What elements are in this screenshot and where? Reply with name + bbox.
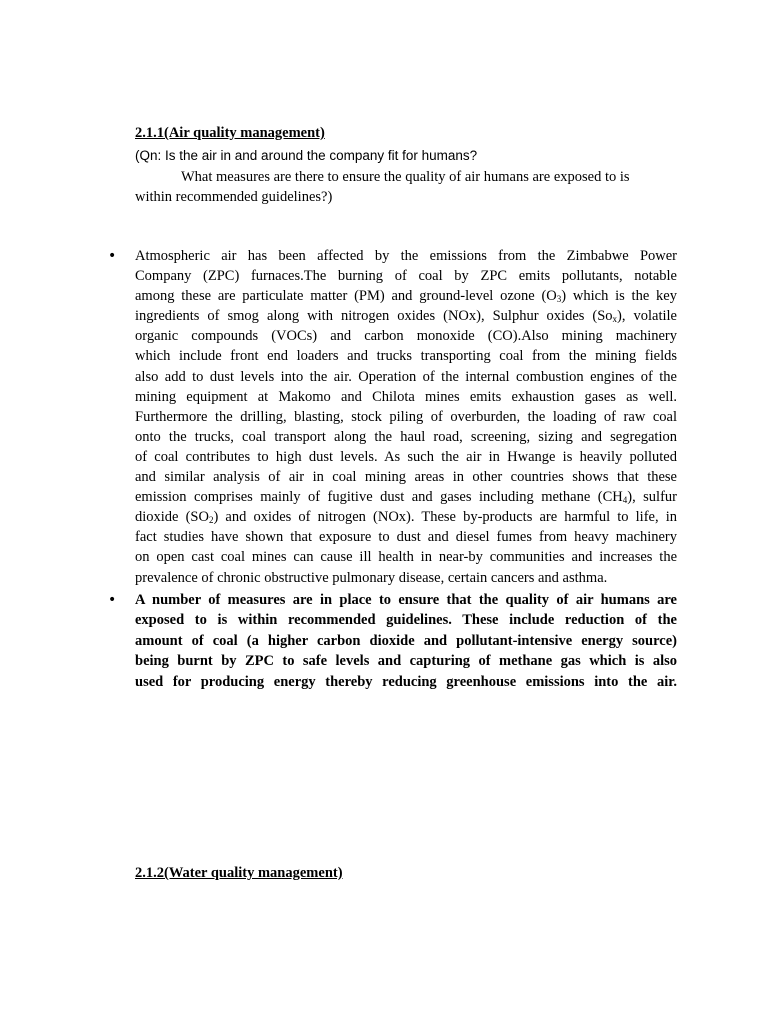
- question-block: [135, 146, 695, 208]
- bullet-paragraph: [135, 246, 677, 588]
- paragraph-text: dioxide (SO: [135, 509, 209, 526]
- paragraph-text: emission comprises mainly of fugitive dust and gases including methane (CH: [135, 489, 623, 506]
- paragraph-line: prevalence of chronic obstructive pulmonary disease, certain cancers and asthma.: [135, 569, 608, 586]
- paragraph-line: mining equipment at Makomo and Chilota mines emits exhaustion gases as well.: [135, 388, 677, 405]
- paragraph-line: [135, 507, 677, 527]
- paragraph-line: Furthermore the drilling, blasting, stock piling of overburden, the loading of raw coal: [135, 408, 677, 425]
- paragraph-text: ) and oxides of nitrogen (NOx). These by-products are harmful to life, in: [213, 509, 677, 526]
- paragraph-line: fact studies have shown that exposure to dust and diesel fumes from heavy machinery: [135, 529, 677, 546]
- subscript: x: [612, 314, 618, 325]
- question-line-3: within recommended guidelines?): [135, 189, 333, 205]
- question-line-2: What measures are there to ensure the quality of air humans are exposed to is: [181, 168, 630, 185]
- bullet-icon: •: [108, 592, 117, 608]
- question-line-1: (Qn: Is the air in and around the company fit for humans?: [135, 148, 478, 163]
- section-heading-air-quality: 2.1.1(Air quality management): [135, 125, 325, 141]
- paragraph-line: A number of measures are in place to ensure that the quality of air humans are: [135, 592, 677, 608]
- paragraph-line: being burnt by ZPC to safe levels and capturing of methane gas which is also: [135, 653, 677, 670]
- paragraph-line: amount of coal (a higher carbon dioxide and pollutant-intensive energy source): [135, 632, 677, 649]
- paragraph-line: used for producing energy thereby reducing greenhouse emissions into the air.: [135, 673, 677, 690]
- paragraph-line: of coal contributes to high dust levels. As such the air in Hwange is heavily polluted: [135, 448, 677, 465]
- subscript: 2: [208, 515, 214, 526]
- paragraph-line: on open cast coal mines can cause ill health in near-by communities and increases the: [135, 549, 677, 566]
- bullet-item-emissions: [108, 246, 678, 588]
- paragraph-line: Atmospheric air has been affected by the emissions from the Zimbabwe Power: [135, 248, 677, 264]
- paragraph-line: [135, 306, 677, 326]
- paragraph-line: [135, 487, 677, 507]
- paragraph-text: ingredients of smog along with nitrogen oxides (NOx), Sulphur oxides (So: [135, 308, 613, 325]
- paragraph-line: exposed to is within recommended guidelines. These include reduction of the: [135, 612, 677, 629]
- paragraph-line: [135, 286, 677, 306]
- paragraph-line: Company (ZPC) furnaces.The burning of coal by ZPC emits pollutants, notable: [135, 268, 677, 285]
- bullet-item-measures: [108, 590, 678, 692]
- bullet-paragraph: [135, 590, 677, 692]
- paragraph-line: organic compounds (VOCs) and carbon monoxide (CO).Also mining machinery: [135, 328, 677, 345]
- paragraph-line: and similar analysis of air in coal mining areas in other countries shows that these: [135, 469, 677, 486]
- paragraph-text: ), sulfur: [627, 489, 677, 506]
- paragraph-line: which include front end loaders and trucks transporting coal from the mining fields: [135, 348, 677, 365]
- paragraph-line: also add to dust levels into the air. Operation of the internal combustion engines of the: [135, 368, 677, 385]
- subscript: 4: [622, 495, 628, 506]
- paragraph-line: onto the trucks, coal transport along the haul road, screening, sizing and segregation: [135, 428, 677, 445]
- paragraph-text: ), volatile: [617, 308, 677, 325]
- bullet-icon: •: [108, 248, 117, 264]
- section-heading-water-quality: 2.1.2(Water quality management): [135, 865, 343, 881]
- paragraph-text: ) which is the key: [561, 288, 677, 305]
- paragraph-text: among these are particulate matter (PM) and ground-level ozone (O: [135, 288, 557, 305]
- subscript: 3: [556, 294, 562, 305]
